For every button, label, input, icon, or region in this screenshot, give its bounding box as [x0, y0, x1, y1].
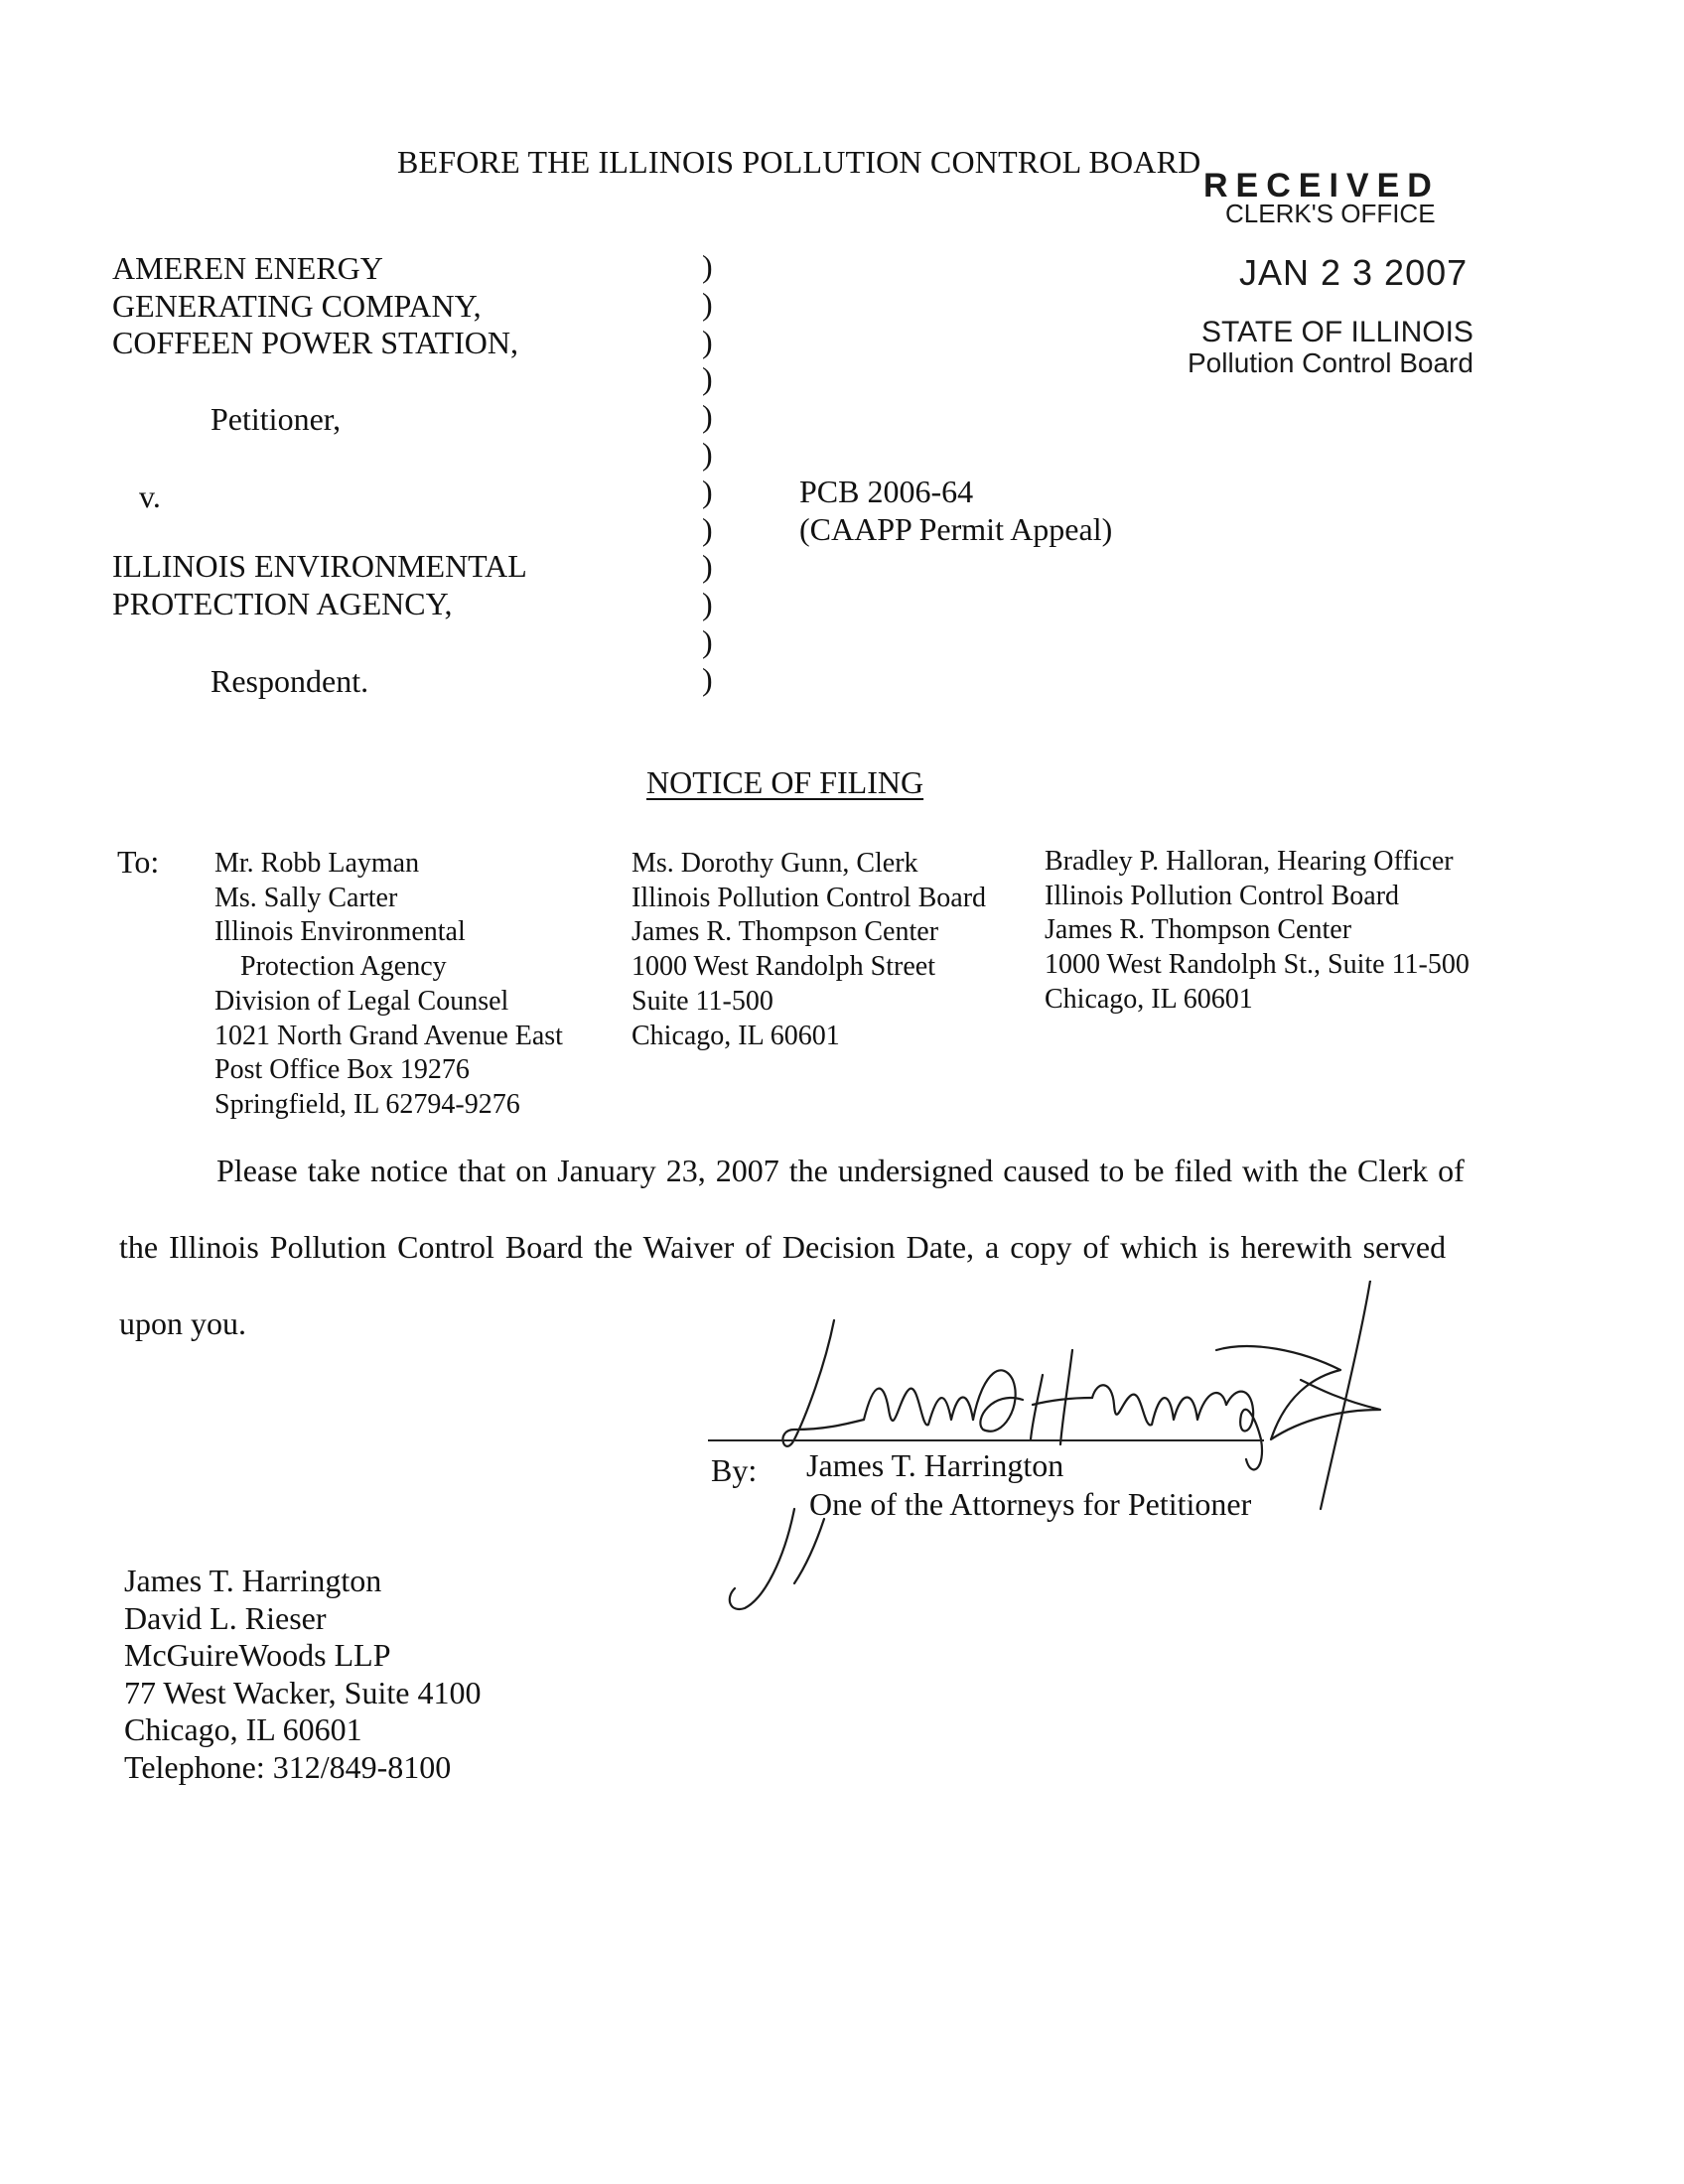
caption-parens	[702, 248, 713, 699]
by-label: By:	[711, 1452, 758, 1488]
respondent-line: ILLINOIS ENVIRONMENTAL	[112, 548, 527, 584]
attorney-line: Telephone: 312/849-8100	[124, 1748, 452, 1785]
recipient-line: Suite 11-500	[632, 985, 773, 1017]
paren: )	[702, 548, 713, 585]
recipient-line: Chicago, IL 60601	[632, 1020, 840, 1051]
petitioner-line: COFFEEN POWER STATION,	[112, 325, 519, 360]
recipient-line: Illinois Pollution Control Board	[632, 882, 987, 913]
paren: )	[702, 323, 713, 359]
recipient-block	[632, 847, 986, 1053]
attorney-line: 77 West Wacker, Suite 4100	[124, 1674, 482, 1710]
paren: )	[702, 660, 713, 697]
body-line: the Illinois Pollution Control Board the Waiver of Decision Date, a copy of which is herewith served	[119, 1229, 1447, 1265]
signer-name: James T. Harrington	[806, 1447, 1064, 1483]
page-title: BEFORE THE ILLINOIS POLLUTION CONTROL BOARD	[397, 144, 1201, 180]
petitioner-line: AMEREN ENERGY	[112, 250, 383, 286]
signer-role: One of the Attorneys for Petitioner	[809, 1486, 1252, 1522]
to-label: To:	[117, 844, 160, 880]
recipient-line: Division of Legal Counsel	[214, 985, 509, 1017]
recipient-line: Protection Agency	[240, 951, 447, 983]
recipient-line: Post Office Box 19276	[214, 1054, 470, 1086]
recipient-line: 1000 West Randolph Street	[632, 951, 935, 983]
recipient-line: Bradley P. Halloran, Hearing Officer	[1045, 846, 1454, 877]
paren: )	[702, 285, 713, 322]
recipient-line: James R. Thompson Center	[632, 916, 939, 948]
signature-line	[708, 1439, 1264, 1441]
paren: )	[702, 622, 713, 659]
recipient-line: James R. Thompson Center	[1045, 914, 1352, 946]
versus: v.	[139, 478, 161, 514]
respondent-line: PROTECTION AGENCY,	[112, 585, 453, 621]
recipient-line: Ms. Dorothy Gunn, Clerk	[632, 848, 918, 879]
case-number: PCB 2006-64	[799, 474, 974, 509]
petitioner-block	[112, 250, 518, 362]
paren: )	[702, 248, 713, 284]
paren: )	[702, 360, 713, 397]
recipient-line: Illinois Pollution Control Board	[1045, 880, 1400, 911]
recipient-line: 1021 North Grand Avenue East	[214, 1020, 563, 1051]
petitioner-line: GENERATING COMPANY,	[112, 287, 482, 324]
case-type: (CAAPP Permit Appeal)	[799, 511, 1113, 547]
stamp-state: STATE OF ILLINOIS	[1201, 316, 1474, 348]
recipient-line: Springfield, IL 62794-9276	[214, 1088, 520, 1120]
attorney-line: David L. Rieser	[124, 1599, 327, 1636]
attorney-block	[124, 1563, 481, 1787]
attorney-line: McGuireWoods LLP	[124, 1637, 391, 1674]
paren: )	[702, 586, 713, 622]
recipient-line: 1000 West Randolph St., Suite 11-500	[1045, 949, 1470, 981]
stamp-received: RECEIVED	[1203, 167, 1440, 205]
paren: )	[702, 473, 713, 509]
recipient-line: Chicago, IL 60601	[1045, 983, 1253, 1015]
paren: )	[702, 398, 713, 435]
received-stamp	[1188, 159, 1499, 387]
stamp-office: CLERK'S OFFICE	[1225, 199, 1436, 228]
respondent-role: Respondent.	[210, 663, 369, 699]
stamp-date: JAN 2 3 2007	[1239, 252, 1469, 293]
stamp-board: Pollution Control Board	[1188, 347, 1474, 378]
body-line: Please take notice that on January 23, 2007 the undersigned caused to be filed with the Clerk of	[216, 1153, 1465, 1188]
recipient-line: Ms. Sally Carter	[214, 882, 398, 913]
respondent-block	[112, 548, 527, 622]
recipient-line: Mr. Robb Layman	[214, 848, 420, 879]
recipient-block	[214, 847, 563, 1123]
paren: )	[702, 510, 713, 547]
notice-heading: NOTICE OF FILING	[646, 764, 924, 800]
attorney-line: Chicago, IL 60601	[124, 1711, 362, 1748]
petitioner-role: Petitioner,	[210, 401, 342, 437]
paren: )	[702, 435, 713, 472]
recipient-block	[1045, 845, 1470, 1018]
attorney-line: James T. Harrington	[124, 1563, 382, 1598]
recipient-line: Illinois Environmental	[214, 916, 466, 948]
body-line: upon you.	[119, 1305, 246, 1341]
